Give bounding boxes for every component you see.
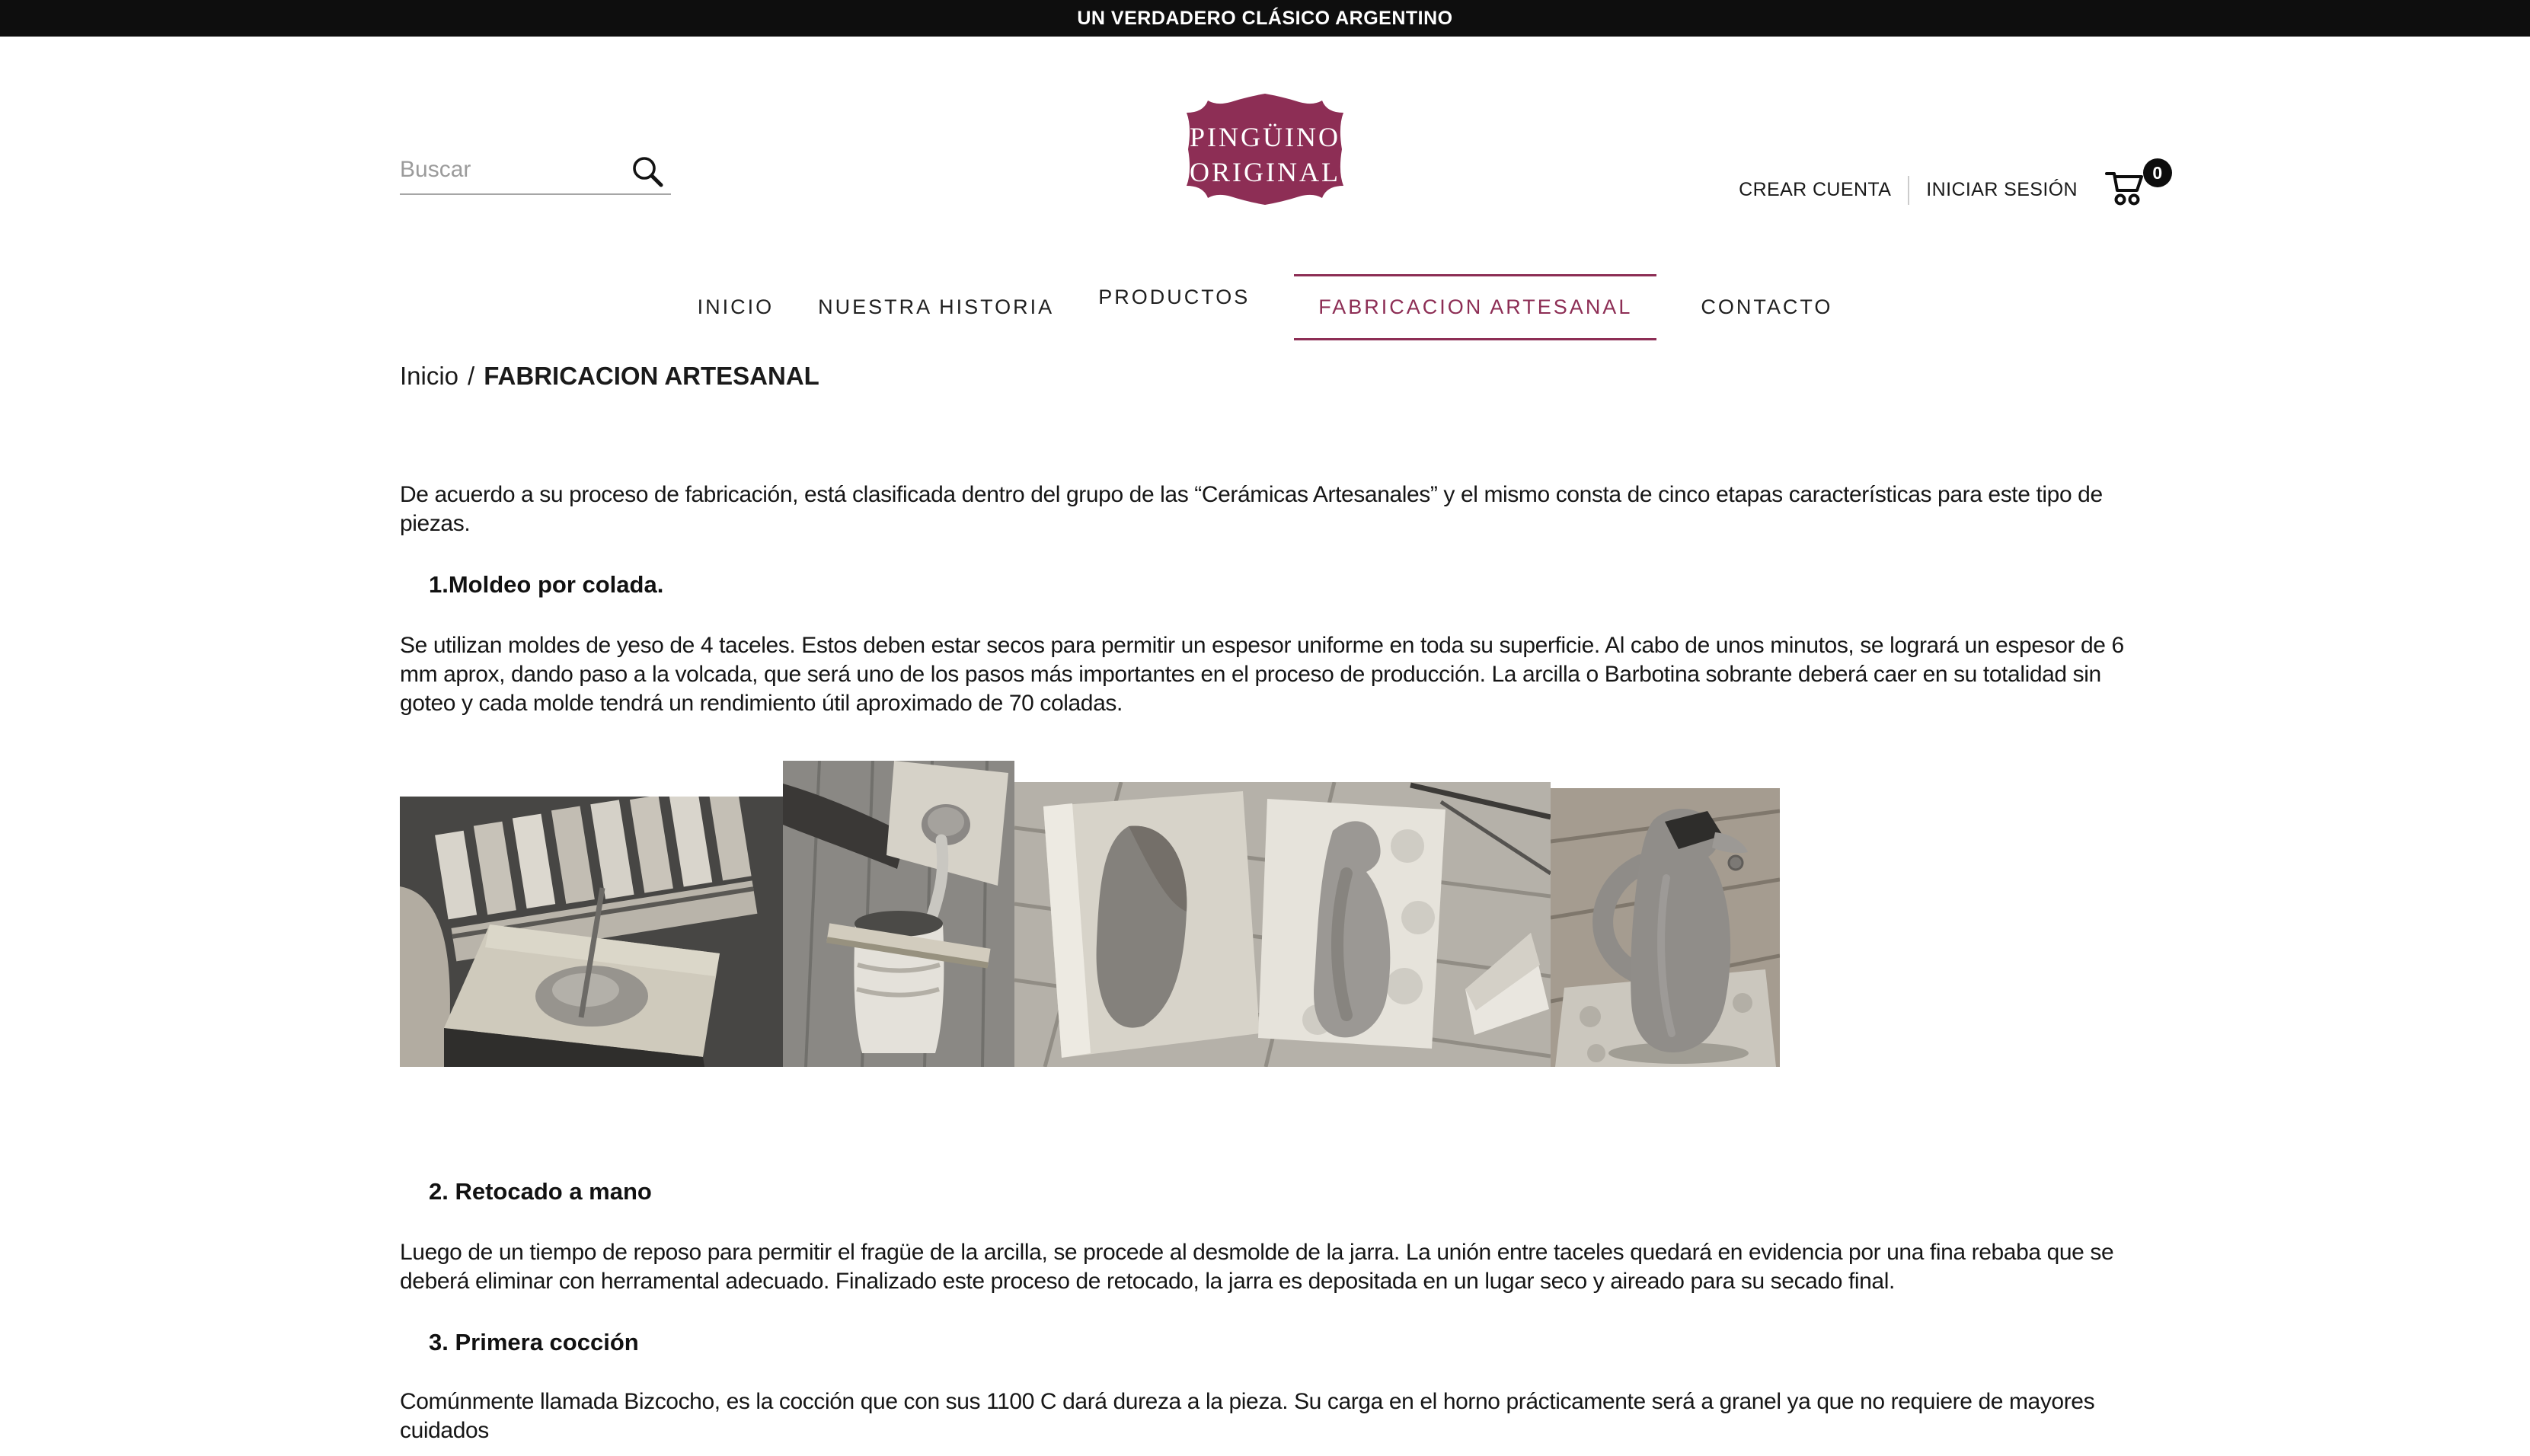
section-1-body: Se utilizan moldes de yeso de 4 taceles. Estos deben estar secos para permitir un espesor uniforme en toda su superficie. Al cabo de unos minutos, se logrará un espesor de 6 mm aprox, dando paso a la volcada, que será uno de los pasos más importantes en el proceso de producción. La arcilla o Barbotina sobrante deberá caer en su totalidad sin goteo y cada molde tendrá un rendimiento útil aproximado de 70 coladas. bbox=[400, 633, 2124, 716]
nav-item-contacto[interactable]: CONTACTO bbox=[1701, 295, 1833, 318]
account-links bbox=[1739, 162, 2163, 212]
photo-clay-penguin-jug bbox=[1551, 788, 1780, 1067]
create-account-link[interactable]: CREAR CUENTA bbox=[1739, 179, 1892, 200]
intro-paragraph: De acuerdo a su proceso de fabricación, está clasificada dentro del grupo de las “Cerámicas Artesanales” y el mismo consta de cinco etapas características para este tipo de piezas. bbox=[400, 482, 2103, 536]
section-2-heading: 2. Retocado a mano bbox=[429, 1178, 652, 1205]
logo-text-line1: PINGÜINO bbox=[1190, 122, 1340, 152]
section-3-heading: 3. Primera cocción bbox=[429, 1329, 639, 1355]
breadcrumb-separator: / bbox=[468, 362, 475, 390]
section-1-heading: 1.Moldeo por colada. bbox=[429, 571, 664, 598]
logo[interactable] bbox=[1170, 87, 1360, 216]
header bbox=[0, 37, 2530, 250]
breadcrumb-home-link[interactable]: Inicio bbox=[400, 362, 459, 390]
announcement-bar bbox=[0, 0, 2530, 37]
nav-item-fabricacion-artesanal[interactable]: FABRICACION ARTESANAL bbox=[1294, 274, 1656, 340]
announcement-text: UN VERDADERO CLÁSICO ARGENTINO bbox=[1077, 7, 1453, 29]
nav-item-productos[interactable]: PRODUCTOS bbox=[1098, 286, 1251, 308]
image-gallery bbox=[400, 761, 2130, 1067]
nav-item-inicio[interactable]: INICIO bbox=[697, 295, 775, 318]
breadcrumb bbox=[400, 362, 2130, 391]
breadcrumb-current: FABRICACION ARTESANAL bbox=[484, 362, 819, 390]
logo-badge bbox=[1170, 87, 1360, 212]
search-box bbox=[400, 152, 671, 195]
cart-count-badge: 0 bbox=[2143, 158, 2172, 187]
photo-open-molds bbox=[1014, 782, 1551, 1067]
section-3-body: Comúnmente llamada Bizcocho, es la cocción que con sus 1100 C dará dureza a la pieza. Su carga en el horno prácticamente será a granel ya que no requiere de mayores cuidados bbox=[400, 1389, 2095, 1443]
login-link[interactable]: INICIAR SESIÓN bbox=[1926, 179, 2078, 200]
section-2-body: Luego de un tiempo de reposo para permitir el fragüe de la arcilla, se procede al desmolde de la jarra. La unión entre taceles quedará en evidencia por una fina rebaba que se deberá eliminar con herramental adecuado. Finalizado este proceso de retocado, la jarra es depositada en un lugar seco y aireado para su secado final. bbox=[400, 1240, 2114, 1294]
photo-slip-pouring bbox=[783, 761, 1014, 1067]
cart-button[interactable] bbox=[2105, 162, 2163, 212]
nav-item-nuestra-historia[interactable]: NUESTRA HISTORIA bbox=[818, 295, 1055, 318]
photo-molds-stacked bbox=[400, 797, 783, 1067]
main-nav bbox=[0, 274, 2530, 340]
search-icon[interactable] bbox=[630, 154, 665, 191]
divider bbox=[1908, 176, 1909, 205]
logo-text-line2: ORIGINAL bbox=[1190, 157, 1340, 187]
search-input[interactable] bbox=[400, 152, 621, 193]
content bbox=[400, 362, 2130, 1445]
